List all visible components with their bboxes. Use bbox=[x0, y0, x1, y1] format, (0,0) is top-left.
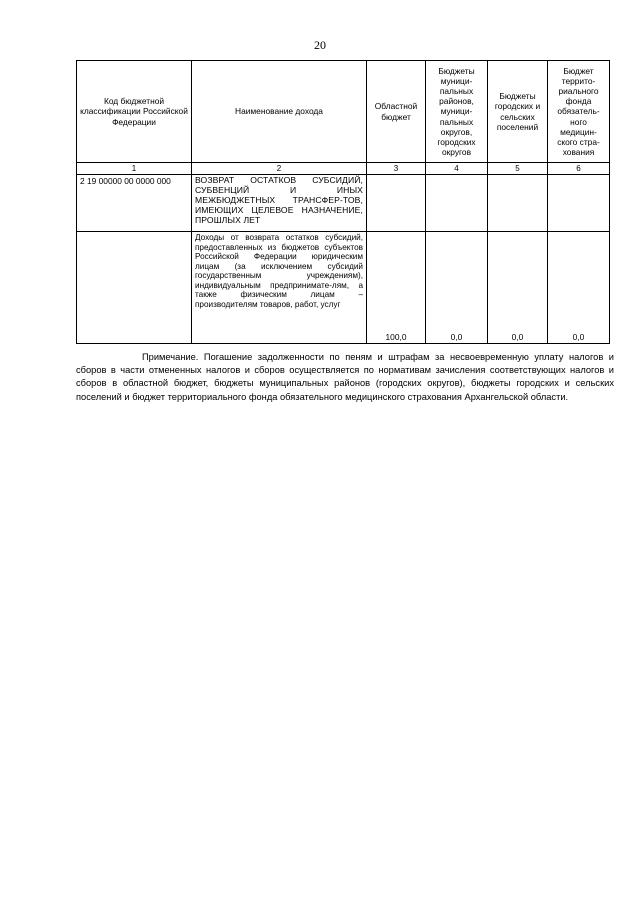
column-number: 1 bbox=[77, 163, 192, 175]
table-header-row bbox=[77, 61, 610, 163]
settlement-budgets-value: 0,0 bbox=[488, 232, 548, 344]
header-medical-fund-budget: Бюджет террито-риального фонда обязатель-ного медицин-ского стра-хования bbox=[548, 61, 610, 163]
budget-code: 2 19 00000 00 0000 000 bbox=[77, 175, 192, 232]
municipal-budgets-value bbox=[426, 175, 488, 232]
budget-code bbox=[77, 232, 192, 344]
municipal-budgets-value: 0,0 bbox=[426, 232, 488, 344]
revenue-table bbox=[76, 60, 610, 344]
column-number: 4 bbox=[426, 163, 488, 175]
header-regional-budget: Областной бюджет bbox=[367, 61, 426, 163]
medical-fund-value: 0,0 bbox=[548, 232, 610, 344]
column-number: 6 bbox=[548, 163, 610, 175]
revenue-name: ВОЗВРАТ ОСТАТКОВ СУБСИДИЙ, СУБВЕНЦИЙ И ИНЫХ МЕЖБЮДЖЕТНЫХ ТРАНСФЕР-ТОВ, ИМЕЮЩИХ ЦЕЛЕВОЕ НАЗНАЧЕНИЕ, ПРОШЛЫХ ЛЕТ bbox=[192, 175, 367, 232]
medical-fund-value bbox=[548, 175, 610, 232]
column-number: 5 bbox=[488, 163, 548, 175]
page-number: 20 bbox=[314, 38, 326, 52]
table-row bbox=[77, 232, 610, 344]
regional-budget-value: 100,0 bbox=[367, 232, 426, 344]
column-number-row bbox=[77, 163, 610, 175]
header-settlement-budgets: Бюджеты городских и сельских поселений bbox=[488, 61, 548, 163]
regional-budget-value bbox=[367, 175, 426, 232]
settlement-budgets-value bbox=[488, 175, 548, 232]
revenue-name: Доходы от возврата остатков субсидий, предоставленных из бюджетов субъектов Российской Федерации юридическим лицам (за исключением субсидий государственным учреждениям), индивидуальным предпринимате-лям, а также физическим лицам – производителям товаров, работ, услуг bbox=[192, 232, 367, 344]
column-number: 3 bbox=[367, 163, 426, 175]
header-name: Наименование дохода bbox=[192, 61, 367, 163]
header-code: Код бюджетной классификации Российской Федерации bbox=[77, 61, 192, 163]
footnote: Примечание. Погашение задолженности по пеням и штрафам за несвоевременную уплату налогов и сборов в части отмененных налогов и сборов осуществляется по нормативам зачисления соответствующих налогов и сборов в областной бюджет, бюджеты муниципальных районов (городских округов), бюджеты городских и сельских поселений и бюджет территориального фонда обязательного медицинского страхования Архангельской области. bbox=[76, 352, 614, 402]
column-number: 2 bbox=[192, 163, 367, 175]
table-row bbox=[77, 175, 610, 232]
header-municipal-budgets: Бюджеты муници-пальных районов, муници-пальных округов, городских округов bbox=[426, 61, 488, 163]
